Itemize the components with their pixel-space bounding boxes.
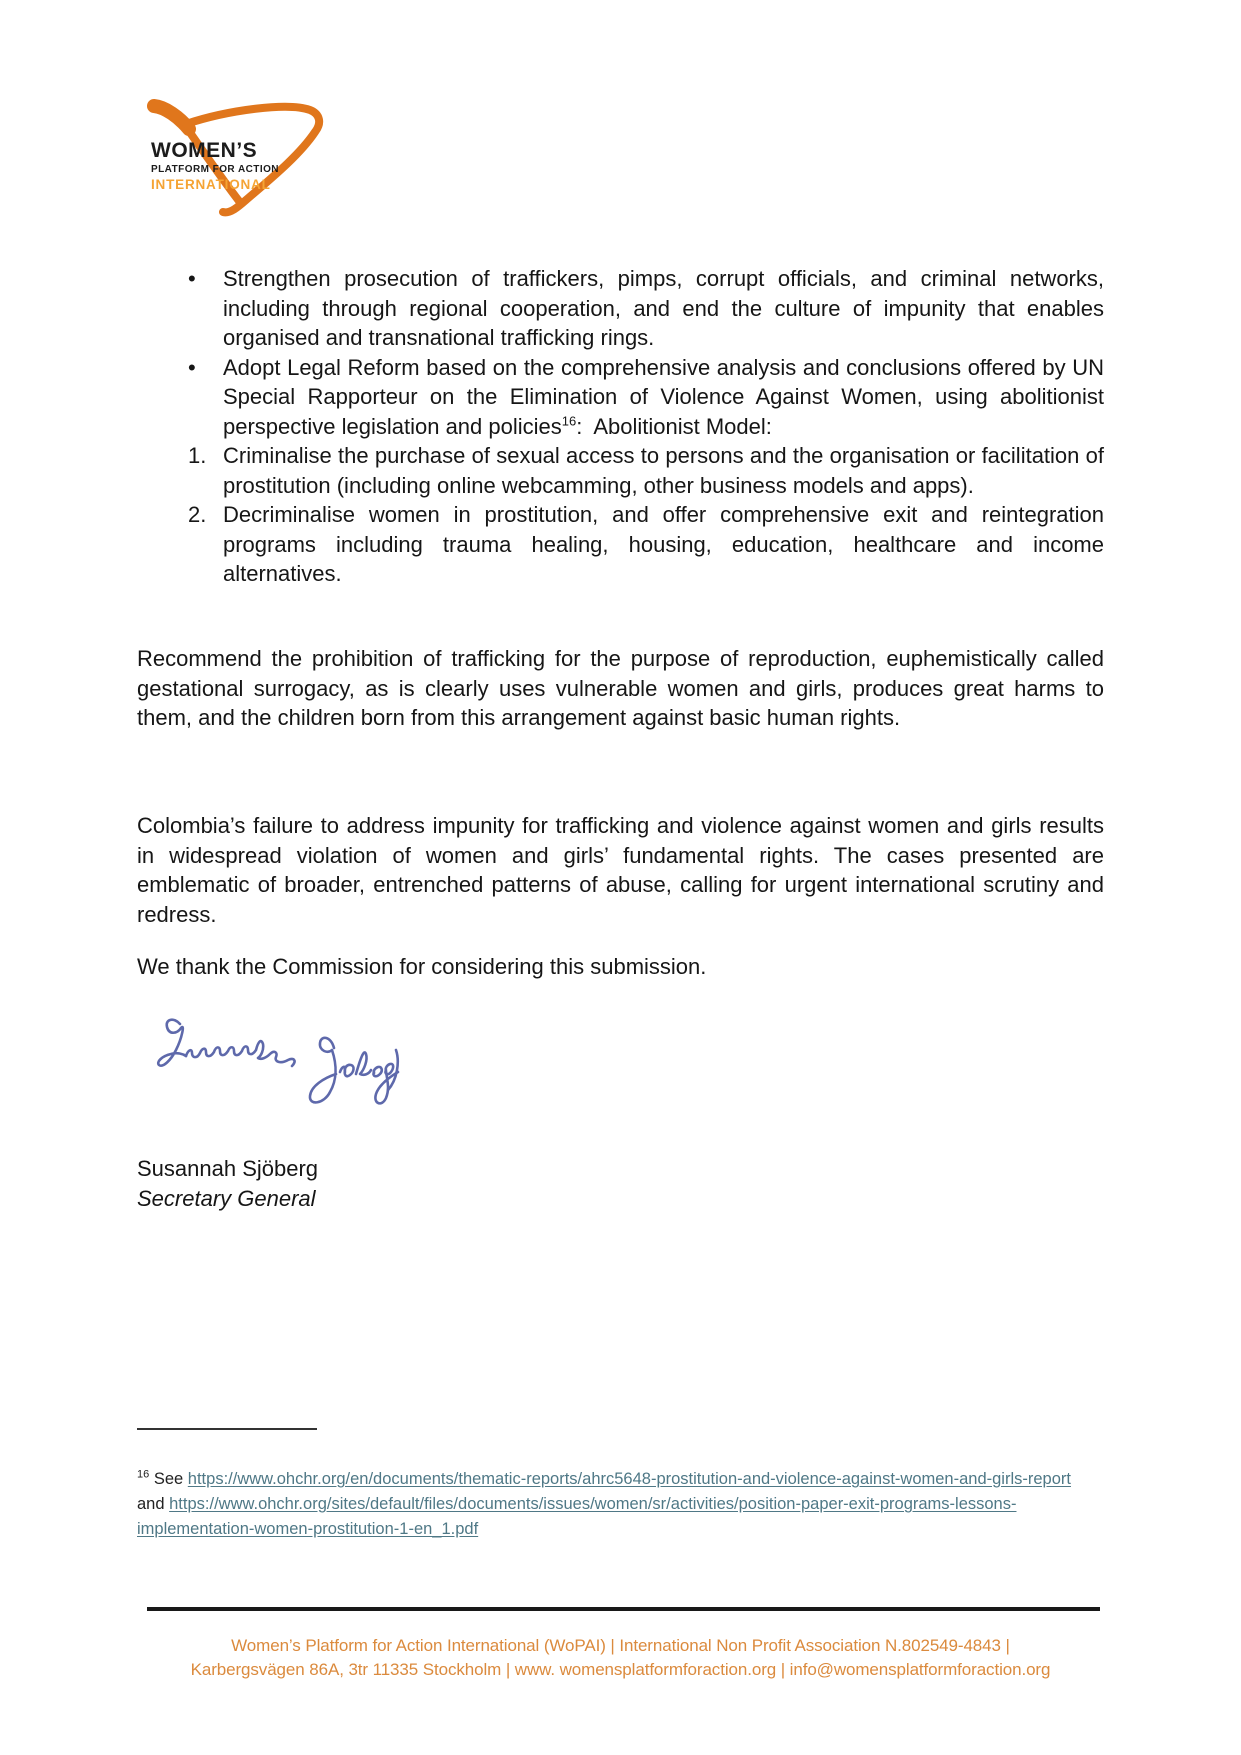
footnote-link-ohchr-report[interactable]: https://www.ohchr.org/en/documents/thematic-reports/ahrc5648-prostitution-and-violence-against-women-and-girls-report (187, 1470, 1071, 1488)
signatory-name: Susannah Sjöberg (137, 1156, 319, 1181)
number-glyph: 1. (188, 443, 207, 468)
footer-line-org: Women’s Platform for Action International (WoPAI) | International Non Profit Association N.802549-4843 | (231, 1636, 1010, 1655)
numbered-text: Criminalise the purchase of sexual access to persons and the organisation or facilitation of prostitution (including online webcamming, other business models and apps). (223, 443, 1104, 498)
numbered-item-criminalise (137, 441, 1104, 500)
footnote-conjunction: and (137, 1495, 170, 1513)
recommendation-lists (137, 264, 1104, 589)
footnote-divider (137, 1428, 317, 1430)
logo-wordmark (151, 140, 279, 192)
footnote-prefix: See (153, 1470, 188, 1488)
bullet-item-legal-reform (137, 353, 1104, 442)
bullet-glyph: • (188, 354, 196, 380)
footnote-16 (137, 1467, 1072, 1542)
numbered-item-decriminalise (137, 500, 1104, 589)
footnote-marker: 16 (137, 1468, 150, 1481)
bullet-text-after-sup: : Abolitionist Model: (576, 413, 772, 439)
handwritten-signature (140, 1010, 420, 1130)
signatory-block (137, 1154, 318, 1213)
bullet-text: Strengthen prosecution of traffickers, pimps, corrupt officials, and criminal networks, including through regional cooperation, and end the culture of impunity that enables organised and transnational trafficking rings. (223, 266, 1104, 350)
footer (0, 1634, 1241, 1681)
footer-line-address: Karbergsvägen 86A, 3tr 11335 Stockholm | www. womensplatformforaction.org | info@womensplatformforaction.org (190, 1659, 1051, 1679)
paragraph-recommend: Recommend the prohibition of trafficking for the purpose of reproduction, euphemistically called gestational surrogacy, as is clearly uses vulnerable women and girls, produces great harms to them, and the children born from this arrangement against basic human rights. (137, 646, 1104, 730)
bullet-text (223, 353, 1104, 442)
bullet-item-traffickers (137, 264, 1104, 353)
paragraph-colombia: Colombia’s failure to address impunity for trafficking and violence against women and girls results in widespread violation of women and girls’ fundamental rights. The cases presented are emblematic of broader, entrenched patterns of abuse, calling for urgent international scrutiny and redress. (137, 813, 1104, 927)
logo-line-platform: PLATFORM FOR ACTION (151, 164, 279, 175)
signatory-title: Secretary General (137, 1185, 316, 1211)
logo-line-womens: WOMEN’S (151, 139, 258, 162)
footnote-reference-16: 16 (561, 413, 577, 429)
wopai-logo (138, 83, 343, 223)
number-glyph: 2. (188, 502, 207, 527)
bullet-glyph: • (188, 266, 196, 291)
footnote-link-ohchr-position-paper[interactable]: https://www.ohchr.org/sites/default/files/documents/issues/women/sr/activities/position-paper-exit-programs-lessons-implementation-women-prostitution-1-en_1.pdf (137, 1495, 1017, 1538)
paragraph-thanks: We thank the Commission for considering this submission. (137, 954, 707, 979)
bullet-text-before-sup: Adopt Legal Reform based on the comprehensive analysis and conclusions offered by UN Special Rapporteur on the Elimination of Violence Against Women, using abolitionist perspective legislation and policies (223, 354, 1104, 439)
footer-divider (147, 1607, 1100, 1611)
numbered-text: Decriminalise women in prostitution, and offer comprehensive exit and reintegration programs including trauma healing, housing, education, healthcare and income alternatives. (223, 502, 1104, 586)
logo-line-international: INTERNATIONAL (151, 177, 271, 192)
